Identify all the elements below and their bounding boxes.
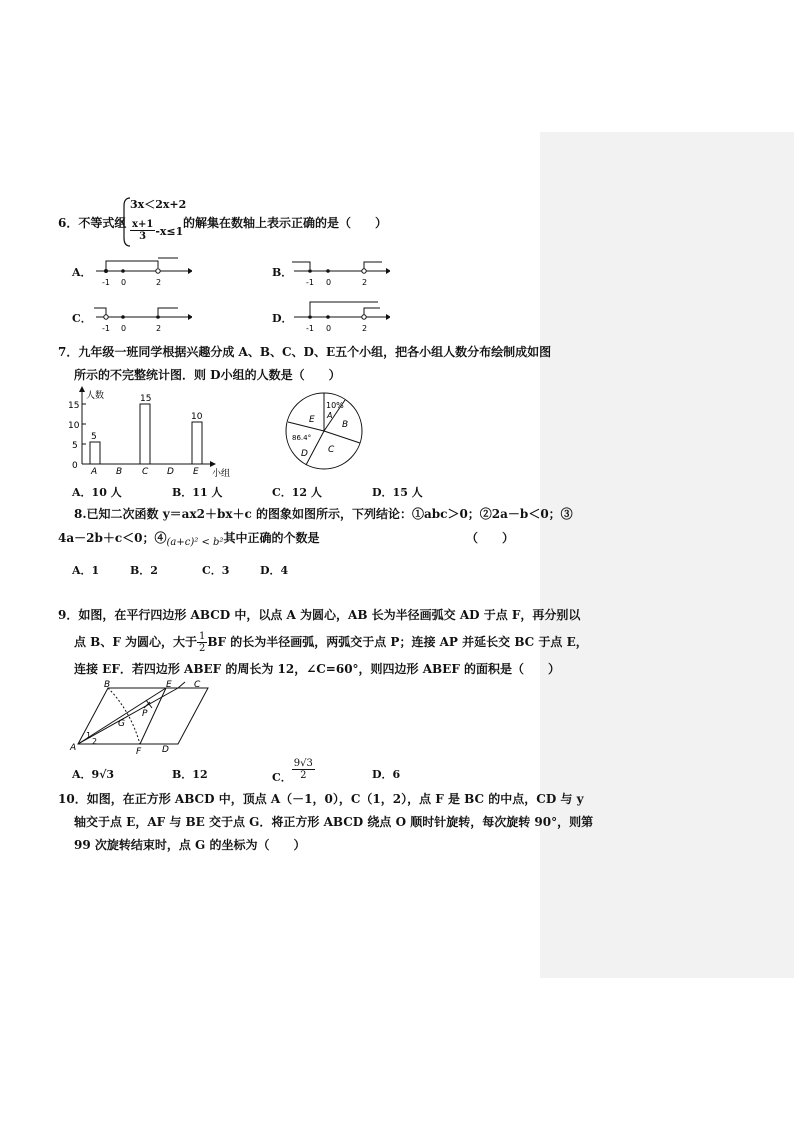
q10-stem-line2: 轴交于点 E，AF 与 BE 交于点 G．将正方形 ABCD 绕点 O 顺时针旋转，每次旋转 90°，则第 bbox=[74, 815, 594, 829]
angle-2-label: 2 bbox=[92, 737, 98, 746]
point-g: G bbox=[118, 719, 125, 729]
category-label: A bbox=[91, 467, 98, 477]
q10-stem-line1: 10．如图，在正方形 ABCD 中，顶点 A（－1，0），C（1，2），点 F 是 BC 的中点，CD 与 y bbox=[58, 792, 584, 806]
q6-number-and-prefix: 6．不等式组 bbox=[58, 216, 127, 230]
y-tick-label: 0 bbox=[72, 461, 78, 471]
y-tick-label: 15 bbox=[68, 401, 80, 411]
q7-option-b: B．11 人 bbox=[172, 486, 223, 499]
vertex-b: B bbox=[104, 680, 111, 690]
q6-ineq1: 3x＜2x+2 bbox=[130, 198, 187, 211]
category-label: D bbox=[167, 467, 174, 477]
q8-option-d: D．4 bbox=[260, 564, 289, 577]
q9-parallelogram-figure bbox=[68, 680, 218, 756]
tick-label: 2 bbox=[156, 278, 162, 287]
q9-stem-line2: 点 B、F 为圆心，大于 $\frac{1}{2}$ BF 的长为半径画弧，两弧交于点 P；连接 AP 并延长交 BC 于点 E， bbox=[74, 631, 588, 654]
q8-answer-paren: （ ） bbox=[466, 531, 515, 545]
q8-option-b: B．2 bbox=[130, 564, 158, 577]
q8-option-a: A．1 bbox=[72, 564, 100, 577]
x-axis-label: 小组 bbox=[212, 469, 231, 478]
pie-label-d: D bbox=[301, 449, 308, 459]
bar-value-label: 5 bbox=[91, 432, 97, 442]
q7-stem-line2: 所示的不完整统计图．则 D小组的人数是（ ） bbox=[74, 368, 341, 382]
tick-label: 0 bbox=[326, 324, 332, 333]
q6-option-b-numberline bbox=[290, 252, 390, 288]
q10-stem-line3: 99 次旋转结束时，点 G 的坐标为（ ） bbox=[74, 838, 306, 852]
tick-label: -1 bbox=[102, 324, 110, 333]
q6-ineq2: $\frac{x+1}{3}$ -x≤1 bbox=[132, 219, 184, 242]
angle-1-label: 1 bbox=[86, 731, 92, 740]
q7-stem-line1: 7．九年级一班同学根据兴趣分成 A、B、C、D、E五个小组，把各小组人数分布绘制成如图 bbox=[58, 345, 552, 359]
q7-option-c: C．12 人 bbox=[272, 486, 322, 499]
q9-stem-line3: 连接 EF．若四边形 ABEF 的周长为 12，∠C=60°，则四边形 ABEF 的面积是（ ） bbox=[74, 662, 561, 676]
q6-option-b-letter: B． bbox=[272, 266, 293, 279]
q8-stem-line1: 8.已知二次函数 y＝ax2＋bx＋c 的图象如图所示，下列结论：①abc＞0；②2a－b＜0；③ bbox=[74, 507, 573, 521]
tick-label: -1 bbox=[306, 278, 314, 287]
bar-e bbox=[192, 422, 202, 464]
q7-pie-chart bbox=[284, 390, 368, 472]
pie-pct-label: 10% bbox=[326, 401, 344, 410]
vertex-d: D bbox=[162, 745, 169, 755]
q6-option-d-numberline bbox=[290, 298, 390, 334]
pie-angle-label: 86.4° bbox=[292, 434, 312, 442]
q9-option-b: B．12 bbox=[172, 768, 208, 781]
vertex-c: C bbox=[194, 680, 201, 690]
tick-label: 2 bbox=[362, 278, 368, 287]
tick-label: -1 bbox=[306, 324, 314, 333]
q7-option-d: D．15 人 bbox=[372, 486, 423, 499]
q6-option-c-letter: C． bbox=[72, 312, 92, 325]
y-tick-label: 10 bbox=[68, 421, 80, 431]
q7-option-a: A．10 人 bbox=[72, 486, 122, 499]
tick-label: 2 bbox=[156, 324, 162, 333]
comment-sidebar bbox=[540, 132, 794, 978]
pie-label-c: C bbox=[328, 445, 335, 455]
vertex-f: F bbox=[136, 747, 142, 756]
category-label: E bbox=[193, 467, 199, 477]
tick-label: 0 bbox=[121, 278, 127, 287]
q9-option-c: C． $\frac{9√3}{2}$ bbox=[272, 758, 313, 784]
q6-option-a-letter: A． bbox=[72, 266, 92, 279]
y-axis-label: 人数 bbox=[86, 391, 105, 401]
tick-label: 2 bbox=[362, 324, 368, 333]
q8-stem-line2: 4a－2b＋c＜0；$④_{(a+c)^2 < b^2}$其中正确的个数是 bbox=[58, 531, 320, 548]
bar-c bbox=[140, 404, 150, 464]
q6-option-c-numberline bbox=[92, 298, 192, 334]
bar-value-label: 10 bbox=[191, 412, 203, 422]
tick-label: -1 bbox=[102, 278, 110, 287]
bar-value-label: 15 bbox=[140, 394, 152, 404]
q9-option-d: D．6 bbox=[372, 768, 401, 781]
vertex-a: A bbox=[70, 743, 77, 753]
pie-label-b: B bbox=[342, 420, 349, 430]
q9-stem-line1: 9．如图，在平行四边形 ABCD 中，以点 A 为圆心，AB 长为半径画弧交 AD 于点 F，再分别以 bbox=[58, 608, 581, 622]
category-label: B bbox=[116, 467, 123, 477]
q8-option-c: C．3 bbox=[202, 564, 230, 577]
category-label: C bbox=[142, 467, 149, 477]
vertex-e: E bbox=[166, 680, 172, 690]
q7-bar-chart bbox=[60, 386, 250, 478]
bar-a bbox=[90, 442, 100, 464]
q6-option-d-letter: D． bbox=[272, 312, 293, 325]
point-p: P bbox=[142, 709, 148, 719]
pie-label-e: E bbox=[309, 415, 315, 425]
y-tick-label: 5 bbox=[72, 441, 78, 451]
pie-label-a: A bbox=[327, 411, 333, 420]
q6-option-a-numberline bbox=[92, 252, 192, 288]
q6-stem-suffix: 的解集在数轴上表示正确的是（ ） bbox=[183, 216, 388, 230]
tick-label: 0 bbox=[121, 324, 127, 333]
tick-label: 0 bbox=[326, 278, 332, 287]
q9-option-a: A．9√3 bbox=[72, 768, 115, 781]
